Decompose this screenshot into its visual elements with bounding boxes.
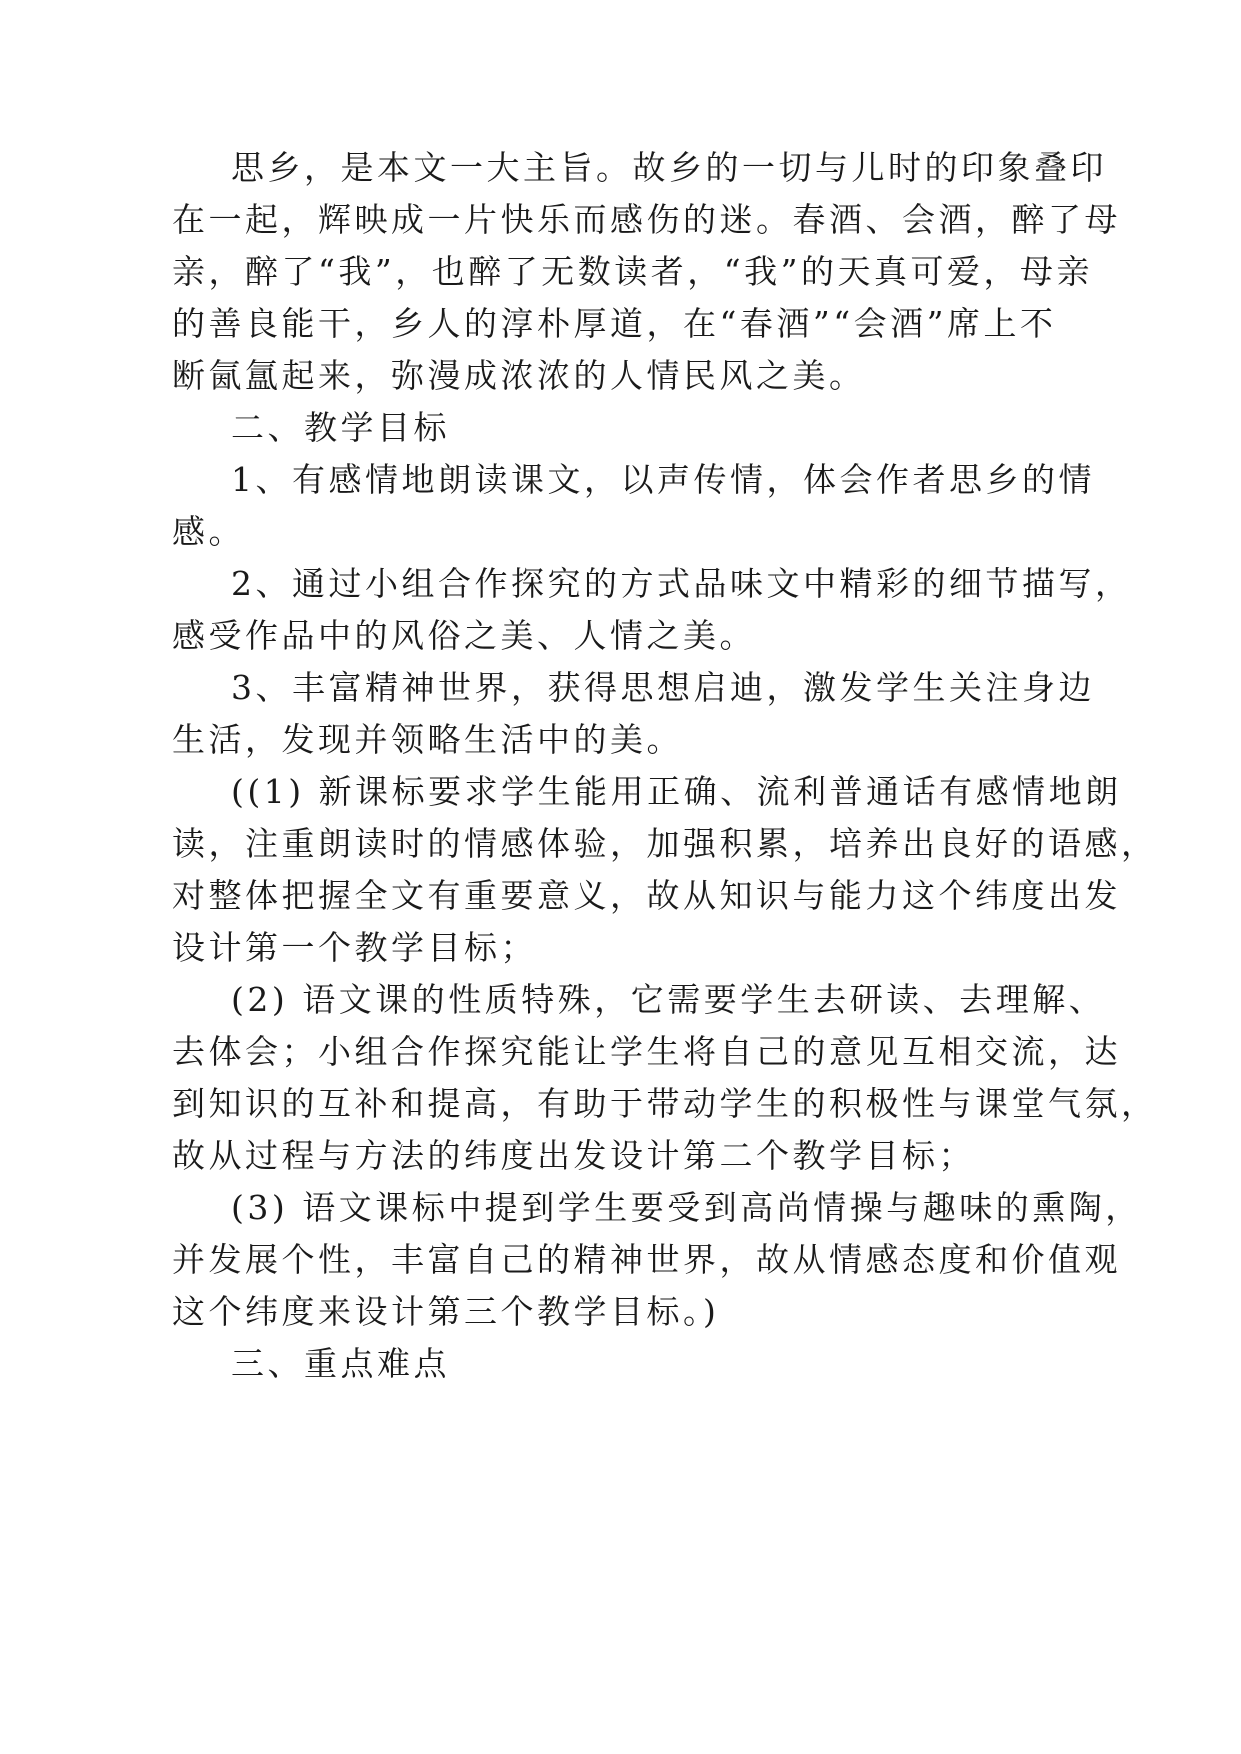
section-heading: 二、教学目标: [231, 408, 450, 447]
section-heading: 三、重点难点: [231, 1344, 450, 1383]
text-line: 设计第一个教学目标；: [172, 928, 537, 967]
text-line: 3、丰富精神世界，获得思想启迪，激发学生关注身边: [231, 668, 1095, 707]
text-line: 的善良能干，乡人的淳朴厚道，在“春酒”“会酒”席上不: [172, 304, 1057, 343]
text-line: 这个纬度来设计第三个教学目标。): [172, 1292, 720, 1331]
text-line: 感受作品中的风俗之美、人情之美。: [172, 616, 756, 655]
text-line: (2) 语文课的性质特殊，它需要学生去研读、去理解、: [231, 980, 1106, 1019]
text-line: 亲，醉了“我”，也醉了无数读者，“我”的天真可爱，母亲: [172, 252, 1093, 291]
text-line: ((1) 新课标要求学生能用正确、流利普通话有感情地朗: [231, 772, 1122, 811]
text-line: 断氤氲起来，弥漫成浓浓的人情民风之美。: [172, 356, 866, 395]
text-line: (3) 语文课标中提到学生要受到高尚情操与趣味的熏陶，: [231, 1188, 1142, 1227]
text-line: 读，注重朗读时的情感体验，加强积累，培养出良好的语感，: [172, 824, 1158, 863]
text-line: 感。: [172, 512, 245, 551]
text-line: 1、有感情地朗读课文，以声传情，体会作者思乡的情: [231, 460, 1095, 499]
text-line: 到知识的互补和提高，有助于带动学生的积极性与课堂气氛，: [172, 1084, 1158, 1123]
text-line: 并发展个性，丰富自己的精神世界，故从情感态度和价值观: [172, 1240, 1121, 1279]
text-line: 去体会；小组合作探究能让学生将自己的意见互相交流，达: [172, 1032, 1121, 1071]
text-line: 思乡，是本文一大主旨。故乡的一切与儿时的印象叠印: [231, 148, 1107, 187]
text-line: 故从过程与方法的纬度出发设计第二个教学目标；: [172, 1136, 975, 1175]
text-line: 2、通过小组合作探究的方式品味文中精彩的细节描写，: [231, 564, 1132, 603]
text-line: 生活，发现并领略生活中的美。: [172, 720, 683, 759]
text-line: 在一起，辉映成一片快乐而感伤的迷。春酒、会酒，醉了母: [172, 200, 1121, 239]
text-line: 对整体把握全文有重要意义，故从知识与能力这个纬度出发: [172, 876, 1121, 915]
